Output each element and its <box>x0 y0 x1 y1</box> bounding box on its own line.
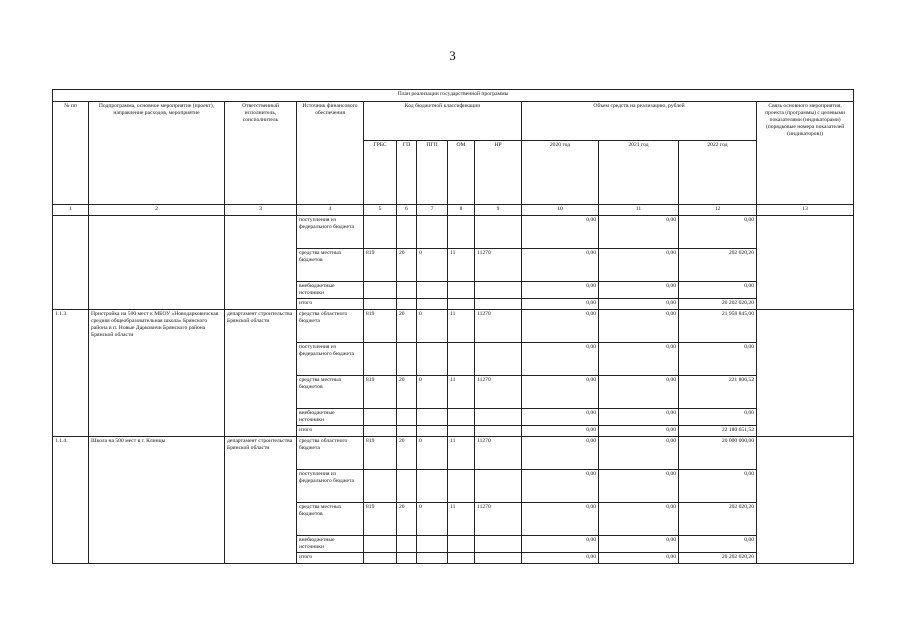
grbs-cell <box>364 469 397 502</box>
gp-cell <box>397 216 417 249</box>
header-nr: НР <box>475 141 522 205</box>
amount-2022-cell: 0,00 <box>679 469 757 502</box>
column-number: 3 <box>225 205 297 216</box>
pgp-cell <box>417 535 448 552</box>
pgp-cell: 0 <box>417 436 448 469</box>
gp-cell <box>397 342 417 375</box>
pgp-cell <box>417 469 448 502</box>
indicator-link-cell <box>757 309 854 436</box>
om-cell <box>448 535 475 552</box>
nr-cell <box>475 216 522 249</box>
item-number-cell <box>53 216 89 310</box>
amount-2021-cell: 0,00 <box>599 502 679 535</box>
table-row <box>53 436 854 469</box>
nr-cell <box>475 535 522 552</box>
om-cell <box>448 282 475 299</box>
column-number: 12 <box>679 205 757 216</box>
amount-2022-cell: 202 020,20 <box>679 249 757 282</box>
gp-cell <box>397 535 417 552</box>
amount-2020-cell: 0,00 <box>522 375 599 408</box>
source-cell: поступления из федерального бюджета <box>297 216 364 249</box>
responsible-cell: департамент строительства Брянской области <box>225 436 297 563</box>
nr-cell <box>475 282 522 299</box>
amount-2020-cell: 0,00 <box>522 535 599 552</box>
amount-2020-cell: 0,00 <box>522 342 599 375</box>
grbs-cell <box>364 535 397 552</box>
column-number: 9 <box>475 205 522 216</box>
table-body <box>53 216 854 564</box>
source-cell: внебюджетные источники <box>297 408 364 425</box>
amount-2020-cell: 0,00 <box>522 425 599 436</box>
amount-2022-cell: 20 000 000,00 <box>679 436 757 469</box>
source-cell: внебюджетные источники <box>297 535 364 552</box>
amount-2021-cell: 0,00 <box>599 469 679 502</box>
column-number: 4 <box>297 205 364 216</box>
pgp-cell <box>417 408 448 425</box>
grbs-cell: 819 <box>364 309 397 342</box>
header-om: ОМ <box>448 141 475 205</box>
amount-2020-cell: 0,00 <box>522 408 599 425</box>
amount-2020-cell: 0,00 <box>522 469 599 502</box>
header-subprogram: Подпрограмма, основное мероприятие (проект), направление расходов, мероприятие <box>89 102 225 205</box>
grbs-cell <box>364 282 397 299</box>
grbs-cell <box>364 425 397 436</box>
header-link: Связь основного мероприятия, проекта (программы) с целевыми показателями (индикаторами) (порядковые номера показателей (индикаторов)) <box>757 102 854 205</box>
source-cell: средства областного бюджета <box>297 436 364 469</box>
pgp-cell <box>417 342 448 375</box>
nr-cell: 11270 <box>475 436 522 469</box>
header-year-2022: 2022 год <box>679 141 757 205</box>
om-cell: 11 <box>448 436 475 469</box>
column-number: 10 <box>522 205 599 216</box>
nr-cell <box>475 408 522 425</box>
pgp-cell: 0 <box>417 249 448 282</box>
amount-2021-cell: 0,00 <box>599 535 679 552</box>
nr-cell: 11270 <box>475 249 522 282</box>
source-cell: средства местных бюджетов <box>297 249 364 282</box>
grbs-cell <box>364 408 397 425</box>
column-number: 6 <box>397 205 417 216</box>
header-volume: Объем средств на реализацию, рублей <box>522 102 757 141</box>
amount-2022-cell: 0,00 <box>679 535 757 552</box>
source-cell: средства областного бюджета <box>297 309 364 342</box>
pgp-cell <box>417 425 448 436</box>
item-name-cell: Пристройка на 500 мест к МБОУ «Новодарковичская средняя общеобразовательная школа» Брянского района в п. Новые Дарковичи Брянского района Брянской области <box>89 309 225 436</box>
gp-cell <box>397 408 417 425</box>
pgp-cell <box>417 552 448 563</box>
amount-2021-cell: 0,00 <box>599 436 679 469</box>
header-pgp: ПГП <box>417 141 448 205</box>
amount-2021-cell: 0,00 <box>599 249 679 282</box>
gp-cell <box>397 282 417 299</box>
column-number: 5 <box>364 205 397 216</box>
nr-cell: 11270 <box>475 502 522 535</box>
nr-cell: 11270 <box>475 309 522 342</box>
nr-cell: 11270 <box>475 375 522 408</box>
source-cell: внебюджетные источники <box>297 282 364 299</box>
gp-cell: 20 <box>397 502 417 535</box>
source-cell: средства местных бюджетов <box>297 502 364 535</box>
om-cell: 11 <box>448 309 475 342</box>
grbs-cell: 819 <box>364 375 397 408</box>
om-cell <box>448 552 475 563</box>
header-grbs: ГРБС <box>364 141 397 205</box>
responsible-cell <box>225 216 297 310</box>
pgp-cell: 0 <box>417 502 448 535</box>
amount-2022-cell: 0,00 <box>679 408 757 425</box>
source-cell: поступления из федерального бюджета <box>297 342 364 375</box>
grbs-cell: 819 <box>364 249 397 282</box>
pgp-cell: 0 <box>417 309 448 342</box>
om-cell <box>448 408 475 425</box>
item-name-cell <box>89 216 225 310</box>
amount-2020-cell: 0,00 <box>522 249 599 282</box>
grbs-cell: 819 <box>364 436 397 469</box>
amount-2022-cell: 22 180 651,52 <box>679 425 757 436</box>
column-number-row <box>53 205 854 216</box>
header-source: Источник финансового обеспечения <box>297 102 364 205</box>
item-number-cell: 1.1.3. <box>53 309 89 436</box>
source-cell: итого <box>297 298 364 309</box>
source-cell: средства местных бюджетов <box>297 375 364 408</box>
grbs-cell <box>364 216 397 249</box>
column-number: 7 <box>417 205 448 216</box>
column-number: 8 <box>448 205 475 216</box>
header-year-2020: 2020 год <box>522 141 599 205</box>
pgp-cell <box>417 282 448 299</box>
gp-cell <box>397 425 417 436</box>
amount-2021-cell: 0,00 <box>599 425 679 436</box>
amount-2022-cell: 0,00 <box>679 216 757 249</box>
column-number: 13 <box>757 205 854 216</box>
amount-2020-cell: 0,00 <box>522 436 599 469</box>
nr-cell <box>475 552 522 563</box>
amount-2021-cell: 0,00 <box>599 216 679 249</box>
om-cell: 11 <box>448 375 475 408</box>
nr-cell <box>475 425 522 436</box>
grbs-cell <box>364 342 397 375</box>
amount-2022-cell: 0,00 <box>679 282 757 299</box>
source-cell: итого <box>297 425 364 436</box>
source-cell: поступления из федерального бюджета <box>297 469 364 502</box>
om-cell <box>448 342 475 375</box>
column-number: 11 <box>599 205 679 216</box>
amount-2022-cell: 20 202 020,20 <box>679 298 757 309</box>
om-cell <box>448 298 475 309</box>
header-budget-code: Код бюджетной классификации <box>364 102 522 141</box>
amount-2021-cell: 0,00 <box>599 552 679 563</box>
gp-cell <box>397 469 417 502</box>
amount-2021-cell: 0,00 <box>599 298 679 309</box>
program-plan-table <box>52 89 854 564</box>
header-num: № пп <box>53 102 89 205</box>
header-responsible: Ответственный исполнитель, соисполнитель <box>225 102 297 205</box>
nr-cell <box>475 342 522 375</box>
amount-2020-cell: 0,00 <box>522 216 599 249</box>
grbs-cell: 819 <box>364 502 397 535</box>
item-number-cell: 1.1.4. <box>53 436 89 563</box>
page-number: 3 <box>449 48 456 63</box>
om-cell <box>448 425 475 436</box>
item-name-cell: Школа на 500 мест в г. Клинцы <box>89 436 225 563</box>
amount-2022-cell: 21 958 845,00 <box>679 309 757 342</box>
nr-cell <box>475 469 522 502</box>
gp-cell: 20 <box>397 436 417 469</box>
amount-2022-cell: 221 806,52 <box>679 375 757 408</box>
indicator-link-cell <box>757 436 854 563</box>
source-cell: итого <box>297 552 364 563</box>
gp-cell <box>397 298 417 309</box>
om-cell: 11 <box>448 502 475 535</box>
amount-2021-cell: 0,00 <box>599 282 679 299</box>
gp-cell: 20 <box>397 375 417 408</box>
header-year-2021: 2021 год <box>599 141 679 205</box>
amount-2021-cell: 0,00 <box>599 309 679 342</box>
om-cell: 11 <box>448 249 475 282</box>
amount-2021-cell: 0,00 <box>599 408 679 425</box>
amount-2021-cell: 0,00 <box>599 375 679 408</box>
amount-2020-cell: 0,00 <box>522 502 599 535</box>
grbs-cell <box>364 552 397 563</box>
gp-cell <box>397 552 417 563</box>
responsible-cell: департамент строительства Брянской области <box>225 309 297 436</box>
pgp-cell <box>417 216 448 249</box>
amount-2021-cell: 0,00 <box>599 342 679 375</box>
nr-cell <box>475 298 522 309</box>
gp-cell: 20 <box>397 309 417 342</box>
amount-2022-cell: 202 020,20 <box>679 502 757 535</box>
gp-cell: 20 <box>397 249 417 282</box>
pgp-cell <box>417 298 448 309</box>
table-row <box>53 309 854 342</box>
amount-2020-cell: 0,00 <box>522 552 599 563</box>
table-row <box>53 216 854 249</box>
indicator-link-cell <box>757 216 854 310</box>
amount-2020-cell: 0,00 <box>522 298 599 309</box>
om-cell <box>448 216 475 249</box>
header-gp: ГП <box>397 141 417 205</box>
amount-2022-cell: 0,00 <box>679 342 757 375</box>
pgp-cell: 0 <box>417 375 448 408</box>
amount-2022-cell: 20 202 020,20 <box>679 552 757 563</box>
amount-2020-cell: 0,00 <box>522 309 599 342</box>
column-number: 2 <box>89 205 225 216</box>
table-caption: План реализации государственной программы <box>53 90 854 102</box>
om-cell <box>448 469 475 502</box>
amount-2020-cell: 0,00 <box>522 282 599 299</box>
grbs-cell <box>364 298 397 309</box>
column-number: 1 <box>53 205 89 216</box>
